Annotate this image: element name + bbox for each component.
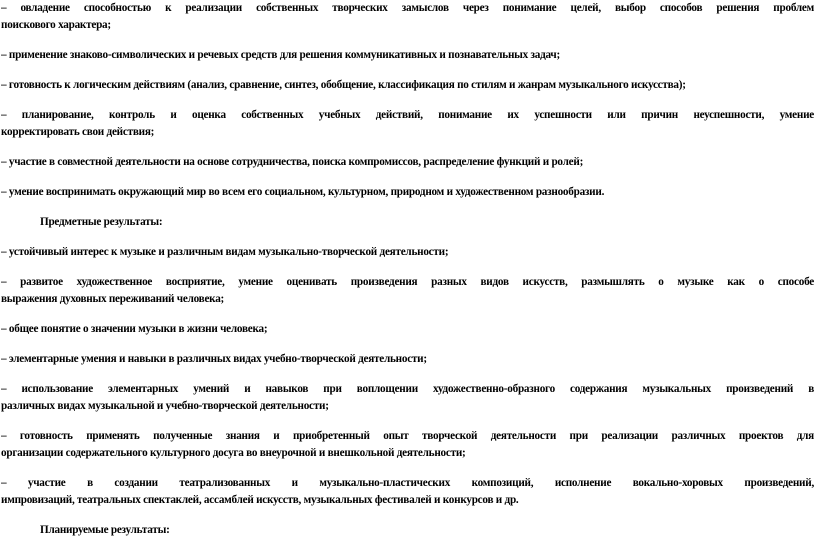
text-line: – готовность к логическим действиям (анализ, сравнение, синтез, обобщение, классификация по стилям и жанрам музыкального искусства); — [1, 79, 686, 91]
text-line: – планирование, контроль и оценка собственных учебных действий, понимание их успешности или причин неуспешности, умение — [1, 109, 814, 121]
text-line: корректировать свои действия; — [1, 126, 155, 138]
text-line: – элементарные умения и навыки в различных видах учебно-творческой деятельности; — [1, 353, 427, 365]
text-line: импровизаций, театральных спектаклей, ассамблей искусств, музыкальных фестивалей и конкурсов и др. — [1, 494, 519, 506]
text-line: – участие в создании театрализованных и музыкально-пластических композиций, исполнение вокально-хоровых произведений, — [1, 477, 814, 489]
text-line: – готовность применять полученные знания и приобретенный опыт творческой деятельности при реализации различных проектов для — [1, 430, 814, 442]
text-line: – участие в совместной деятельности на основе сотрудничества, поиска компромиссов, распределение функций и ролей; — [1, 156, 584, 168]
text-line: – применение знаково-символических и речевых средств для решения коммуникативных и познавательных задач; — [1, 49, 560, 61]
section-heading: Планируемые результаты: — [40, 524, 170, 536]
text-line: – использование элементарных умений и навыков при воплощении художественно-образного содержания музыкальных произведений в — [1, 383, 814, 395]
text-line: – развитое художественное восприятие, умение оценивать произведения разных видов искусств, размышлять о музыке как о способе — [1, 276, 814, 288]
section-heading: Предметные результаты: — [40, 216, 163, 228]
text-line: организации содержательного культурного досуга во внеурочной и внешкольной деятельности; — [1, 447, 466, 459]
text-line: – общее понятие о значении музыки в жизни человека; — [1, 323, 268, 335]
text-line: поискового характера; — [1, 19, 111, 31]
text-line: – овладение способностью к реализации собственных творческих замыслов через понимание целей, выбор способов решения проблем — [1, 2, 814, 14]
text-line: – устойчивый интерес к музыке и различным видам музыкально-творческой деятельности; — [1, 246, 449, 258]
text-line: выражения духовных переживаний человека; — [1, 293, 225, 305]
text-line: различных видах музыкальной и учебно-творческой деятельности; — [1, 400, 329, 412]
text-line: – умение воспринимать окружающий мир во всем его социальном, культурном, природном и художественном разнообразии. — [1, 186, 605, 198]
